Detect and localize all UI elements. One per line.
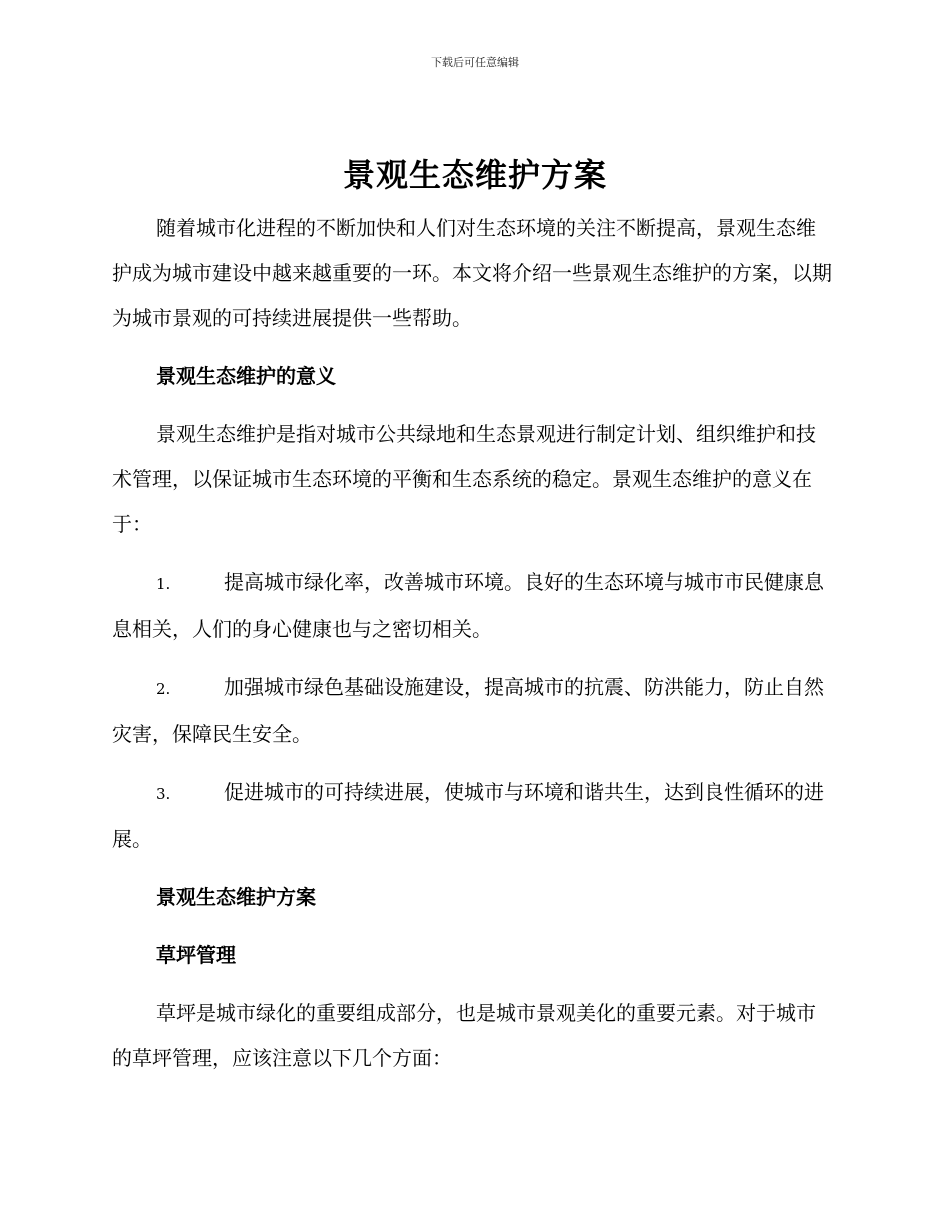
list-number: 3. [156, 785, 171, 803]
list-number: 1. [156, 575, 171, 593]
list-text: 提高城市绿化率，改善城市环境。良好的生态环境与城市市民健康息息相关，人们的身心健康也与之密切相关。 [112, 570, 824, 641]
document-title: 景观生态维护方案 [342, 156, 607, 194]
list-text: 加强城市绿色基础设施建设，提高城市的抗震、防洪能力，防止自然灾害，保障民生安全。 [112, 675, 824, 746]
intro-paragraph: 随着城市化进程的不断加快和人们对生态环境的关注不断提高，景观生态维护成为城市建设中越来越重要的一环。本文将介绍一些景观生态维护的方案，以期为城市景观的可持续进展提供一些帮助。 [112, 216, 832, 330]
subsection-heading-lawn: 草坪管理 [156, 943, 236, 967]
page-header-note: 下载后可任意编辑 [431, 56, 519, 69]
section-heading-significance: 景观生态维护的意义 [156, 364, 336, 388]
list-number: 2. [156, 680, 171, 698]
document-body [112, 206, 834, 1081]
list-item [112, 770, 834, 862]
section-heading-plan: 景观生态维护方案 [156, 885, 316, 909]
list-item [112, 665, 834, 757]
lawn-paragraph: 草坪是城市绿化的重要组成部分，也是城市景观美化的重要元素。对于城市的草坪管理，应该注意以下几个方面： [112, 1001, 816, 1070]
list-text: 促进城市的可持续进展，使城市与环境和谐共生，达到良性循环的进展。 [112, 780, 824, 851]
significance-paragraph: 景观生态维护是指对城市公共绿地和生态景观进行制定计划、组织维护和技术管理，以保证城市生态环境的平衡和生态系统的稳定。景观生态维护的意义在于： [112, 422, 816, 536]
list-item [112, 560, 834, 652]
